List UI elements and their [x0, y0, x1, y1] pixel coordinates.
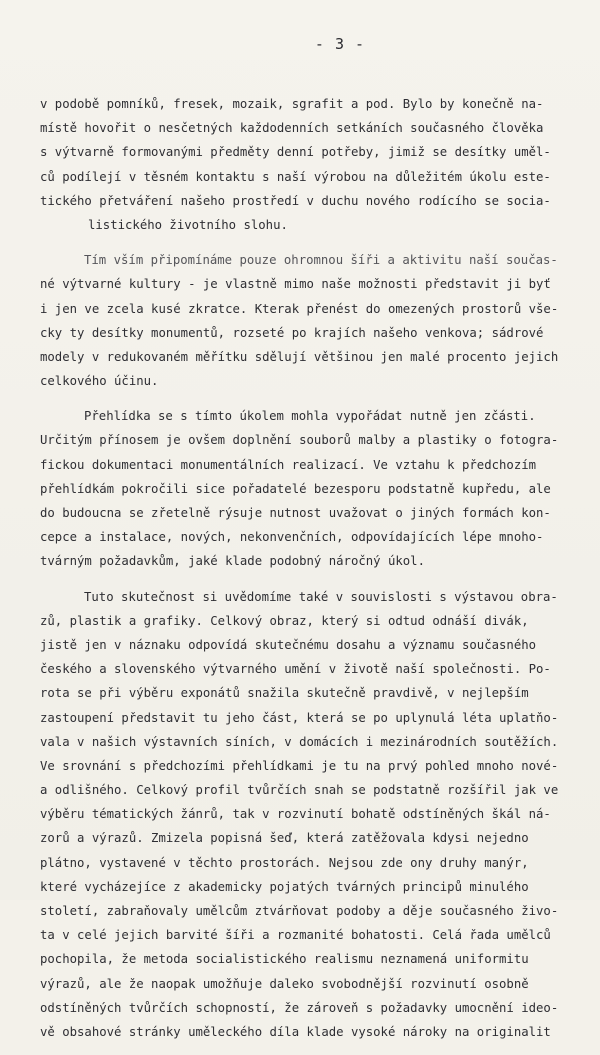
page-number-text: - 3 -: [314, 35, 366, 53]
text-line: rota se při výběru exponátů snažila skutečně pravdivě, v nejlepším: [40, 686, 529, 701]
text-line: plátno, vystavené v těchto prostorách. Nejsou zde ony druhy manýr,: [40, 855, 529, 870]
text-line: jistě jen v náznaku odpovídá skutečnému dosahu a významu současného: [40, 637, 537, 652]
text-line: století, zabraňovaly umělcům ztvárňovat podoby a děje současného živo-: [40, 904, 559, 918]
text-line: zů, plastik a grafiky. Celkový obraz, který si odtud odnáší divák,: [40, 613, 529, 628]
text-line: tvárným požadavkům, jaké klade podobný náročný úkol.: [40, 554, 425, 569]
text-line: přehlídkám pokročili sice pořadatelé bezesporu podstatně kupředu, ale: [40, 481, 551, 496]
text-line: fickou dokumentaci monumentálních realizací. Ve vztahu k předchozím: [40, 457, 537, 472]
text-line: Tím vším připomínáme pouze ohromnou šíři a aktivitu naší součas-: [84, 253, 558, 268]
text-line: né výtvarné kultury - je vlastně mimo naše možnosti představit ji byť: [40, 277, 551, 292]
text-line: v podobě pomníků, fresek, mozaik, sgrafit a pod. Bylo by konečně na-: [40, 97, 544, 111]
paragraph-4: [40, 585, 600, 1045]
text-line: ta v celé jejich barvité šíři a rozmanité bohatosti. Celá řada umělců: [40, 928, 551, 943]
text-line: listického životního slohu.: [88, 217, 288, 232]
body-text: [40, 92, 600, 1055]
text-line: vala v našich výstavních síních, v domácích i mezinárodních soutěžích.: [40, 734, 559, 749]
text-line: místě hovořit o nesčetných každodenních setkáních současného člověka: [40, 121, 544, 136]
text-line: cepce a instalace, nových, nekonvenčních, odpovídajících lépe mnoho-: [40, 530, 544, 545]
text-line: českého a slovenského výtvarného umění v životě naší společnosti. Po-: [40, 662, 551, 677]
text-line: výběru tématických žánrů, tak v rozvinutí bohatě odstíněných škál ná-: [40, 807, 551, 822]
text-line: které vycházejíce z akademicky pojatých tvárných principů minulého: [40, 879, 529, 894]
text-line: tického přetváření našeho prostředí v duchu nového rodícího se socia-: [40, 193, 551, 208]
text-line: výrazů, ale že naopak umožňuje daleko svobodnější rozvinutí osobně: [40, 976, 529, 991]
text-line: celkového účinu.: [40, 374, 159, 389]
text-line: Ve srovnání s předchozími přehlídkami je tu na prvý pohled mnoho nové-: [40, 758, 559, 773]
text-line: vě obsahové stránky uměleckého díla klade vysoké nároky na originalit: [40, 1024, 551, 1039]
text-line: cky ty desítky monumentů, rozseté po krajích našeho venkova; sádrové: [40, 325, 544, 340]
text-line: pochopila, že metoda socialistického realismu neznamená uniformitu: [40, 952, 529, 967]
text-line: Přehlídka se s tímto úkolem mohla vypořádat nutně jen zčásti.: [84, 409, 536, 424]
text-line: odstíněných tvůrčích schopností, že zároveň s požadavky umocnění ideo-: [40, 1000, 559, 1015]
paragraph-1: [40, 92, 600, 237]
text-line: do budoucna se zřetelně rýsuje nutnost uvažovat o jiných formách kon-: [40, 506, 551, 520]
text-line: modely v redukovaném měřítku sdělují většinou jen malé procento jejich: [40, 349, 559, 364]
text-line: Tuto skutečnost si uvědomíme také v souvislosti s výstavou obra-: [84, 589, 558, 604]
text-line: Určitým přínosem je ovšem doplnění souborů malby a plastiky o fotogra-: [40, 433, 559, 448]
text-line: i jen ve zcela kusé zkratce. Kterak přenést do omezených prostorů vše-: [40, 301, 559, 316]
paragraph-2: [40, 248, 600, 393]
text-line: zorů a výrazů. Zmizela popisná šeď, která zatěžovala kdysi nejedno: [40, 831, 529, 846]
text-line: ců podílejí v těsném kontaktu s naší výrobou na důležitém úkolu este-: [40, 169, 551, 184]
text-line: s výtvarně formovanými předměty denní potřeby, jimiž se desítky uměl-: [40, 145, 551, 160]
page-number: [0, 35, 600, 53]
paragraph-3: [40, 404, 600, 573]
text-line: a odlišného. Celkový profil tvůrčích snah se podstatně rozšířil jak ve: [40, 783, 559, 798]
text-line: zastoupení představit tu jeho část, která se po uplynulá léta uplatňo-: [40, 710, 559, 725]
